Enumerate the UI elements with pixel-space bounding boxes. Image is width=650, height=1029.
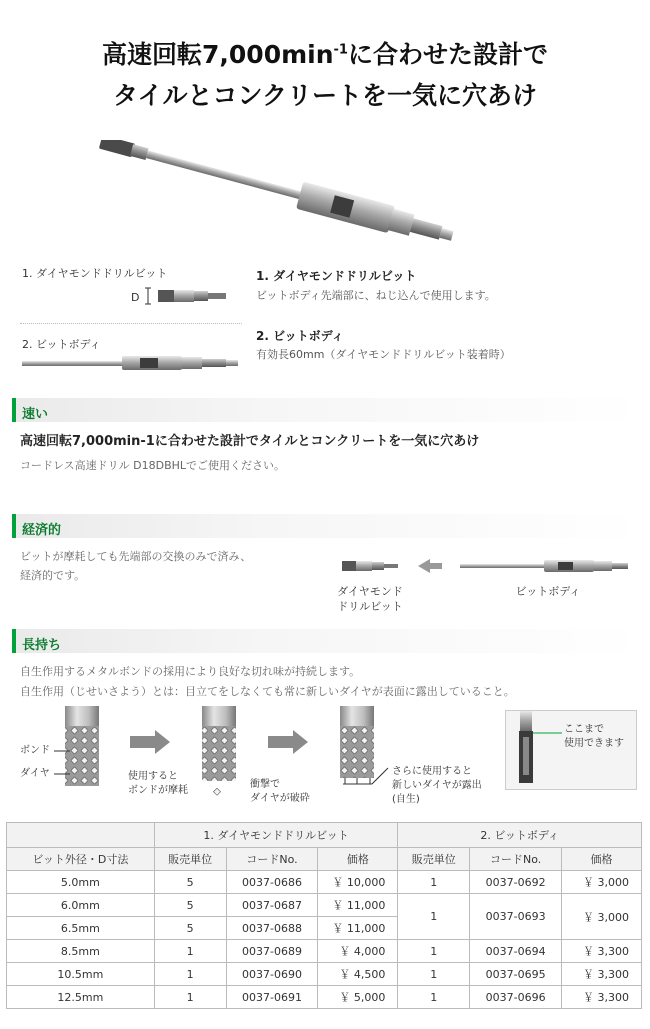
hero-title — [0, 34, 650, 116]
economic-line1: ビットが摩耗しても先端部の交換のみで済み、 — [20, 550, 252, 563]
spec-title-body: 2. ビットボディ — [256, 329, 344, 343]
separator — [20, 323, 242, 324]
col-code: コードNo. — [226, 848, 318, 871]
table-row: 12.5mm 1 0037-0691 ￥ 5,000 1 0037-0696 ￥ 3,300 — [7, 986, 642, 1009]
arrow-right-icon — [268, 730, 308, 754]
anno-impact: 衝撃で ダイヤが破砕 — [250, 779, 310, 804]
col-unit: 販売単位 — [154, 848, 226, 871]
anno-diamond: ダイヤ — [20, 768, 50, 779]
section-heading-economic: 経済的 — [12, 514, 642, 538]
table-group-body: 2. ビットボディ — [398, 823, 642, 848]
table-group-bit: 1. ダイヤモンドドリルビット — [154, 823, 398, 848]
dimension-label: D — [131, 291, 140, 304]
hero-title-line1: 高速回転$7,000\min^{-1}$に合わせた設計で — [102, 40, 548, 69]
label-bit-body: ビットボディ — [515, 585, 581, 598]
spec-desc-bit: ビットボディ先端部に、ねじ込んで使用します。 — [256, 289, 496, 302]
col-price: 価格 — [562, 848, 642, 871]
drill-product-image — [85, 140, 475, 250]
col-unit: 販売単位 — [398, 848, 470, 871]
section-heading-durable: 長持ち — [12, 629, 642, 653]
section-heading-fast: 速い — [12, 398, 642, 422]
arrow-left-icon — [418, 559, 442, 573]
col-size: ビット外径・D寸法 — [7, 848, 155, 871]
bit-body-image — [22, 352, 242, 374]
table-row: 5.0mm 5 0037-0686 ￥ 10,000 1 0037-0692 ￥ 3,000 — [7, 871, 642, 894]
table-row: 6.5mm 5 0037-0688 ￥ 11,000 — [7, 917, 642, 940]
table-row: 8.5mm 1 0037-0689 ￥ 4,000 1 0037-0694 ￥ 3,300 — [7, 940, 642, 963]
spec-title-bit: 1. ダイヤモンドドリルビット — [256, 269, 417, 283]
part2-caption: 2. ビットボディ — [22, 338, 101, 351]
arrow-right-icon — [130, 730, 170, 754]
anno-new-diamond: さらに使用すると 新しいダイヤが露出 (自生) — [392, 766, 482, 805]
col-price: 価格 — [318, 848, 398, 871]
durable-line2: 自生作用（じせいさよう）とは：目立てをしなくても常に新しいダイヤが表面に露出していること。 — [20, 685, 515, 698]
table-row: 10.5mm 1 0037-0690 ￥ 4,500 1 0037-0695 ￥ 3,300 — [7, 963, 642, 986]
fast-headline: 高速回転7,000min-1に合わせた設計でタイルとコンクリートを一気に穴あけ — [20, 434, 480, 449]
economic-line2: 経済的です。 — [20, 569, 86, 582]
price-table — [6, 822, 642, 1009]
anno-bond: ボンド — [20, 745, 50, 756]
part1-caption: 1. ダイヤモンドドリルビット — [22, 267, 168, 280]
diamond-bit-image — [144, 284, 244, 310]
col-code: コードNo. — [470, 848, 562, 871]
fast-note: コードレス高速ドリル D18DBHLでご使用ください。 — [20, 459, 286, 472]
usable-limit-photo: ここまで 使用できます — [505, 710, 637, 790]
hero-title-line2: タイルとコンクリートを一気に穴あけ — [112, 81, 537, 110]
anno-wear: 使用すると ボンドが摩耗 — [128, 771, 188, 796]
table-row: 6.0mm 5 0037-0687 ￥ 11,000 1 0037-0693 ￥ 3,000 — [7, 894, 642, 917]
label-diamond-bit: ダイヤモンド ドリルビット — [337, 585, 403, 613]
spec-desc-body: 有効長60mm（ダイヤモンドドリルビット装着時） — [256, 348, 511, 361]
durable-line1: 自生作用するメタルボンドの採用により良好な切れ味が持続します。 — [20, 665, 361, 678]
bit-replacement-diagram — [340, 554, 640, 578]
